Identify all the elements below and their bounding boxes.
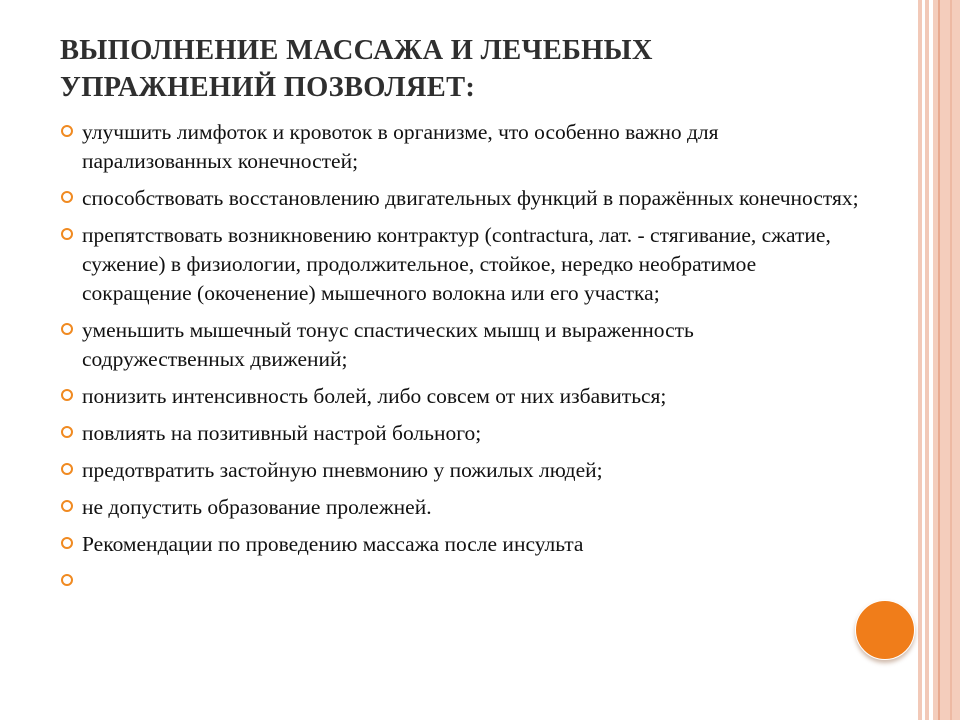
- slide-title-line: ВЫПОЛНЕНИЕ МАССАЖА И ЛЕЧЕБНЫХ: [60, 35, 653, 66]
- circle-bullet-icon: [61, 500, 73, 512]
- decorative-stripe: [925, 0, 929, 720]
- slide-title: [60, 32, 880, 106]
- bullet-item: [60, 316, 860, 374]
- bullet-item: [60, 184, 860, 213]
- bullet-item-empty: [60, 567, 860, 596]
- bullet-item: [60, 221, 860, 308]
- bullet-list: [60, 118, 860, 604]
- decorative-stripe: [938, 0, 940, 720]
- decorative-orange-circle: [855, 600, 915, 660]
- circle-bullet-icon: [61, 228, 73, 240]
- bullet-text: уменьшить мышечный тонус спастических мышц и выраженность содружественных движений;: [82, 318, 694, 371]
- bullet-item: [60, 382, 860, 411]
- slide-title-line: УПРАЖНЕНИЙ ПОЗВОЛЯЕТ:: [60, 72, 476, 103]
- bullet-text: Рекомендации по проведению массажа после инсульта: [82, 532, 584, 556]
- circle-bullet-icon: [61, 389, 73, 401]
- circle-bullet-icon: [61, 426, 73, 438]
- bullet-text: улучшить лимфоток и кровоток в организме, что особенно важно для парализованных конечностей;: [82, 120, 719, 173]
- bullet-item: [60, 530, 860, 559]
- decorative-stripe: [950, 0, 952, 720]
- circle-bullet-icon: [61, 463, 73, 475]
- bullet-text: понизить интенсивность болей, либо совсем от них избавиться;: [82, 384, 667, 408]
- decorative-stripe: [918, 0, 922, 720]
- circle-bullet-icon: [61, 574, 73, 586]
- bullet-item: [60, 493, 860, 522]
- circle-bullet-icon: [61, 191, 73, 203]
- bullet-text: повлиять на позитивный настрой больного;: [82, 421, 482, 445]
- bullet-item: [60, 419, 860, 448]
- bullet-text: способствовать восстановлению двигательных функций в поражённых конечностях;: [82, 186, 859, 210]
- circle-bullet-icon: [61, 323, 73, 335]
- circle-bullet-icon: [61, 537, 73, 549]
- bullet-text: препятствовать возникновению контрактур (contractura, лат. - стягивание, сжатие, сужение) в физиологии, продолжительное, стойкое, нередко необратимое сокращение (окоченение) мышечного волокна или его участка;: [82, 223, 831, 305]
- bullet-text: предотвратить застойную пневмонию у пожилых людей;: [82, 458, 603, 482]
- circle-bullet-icon: [61, 125, 73, 137]
- bullet-item: [60, 456, 860, 485]
- bullet-text: не допустить образование пролежней.: [82, 495, 432, 519]
- bullet-item: [60, 118, 860, 176]
